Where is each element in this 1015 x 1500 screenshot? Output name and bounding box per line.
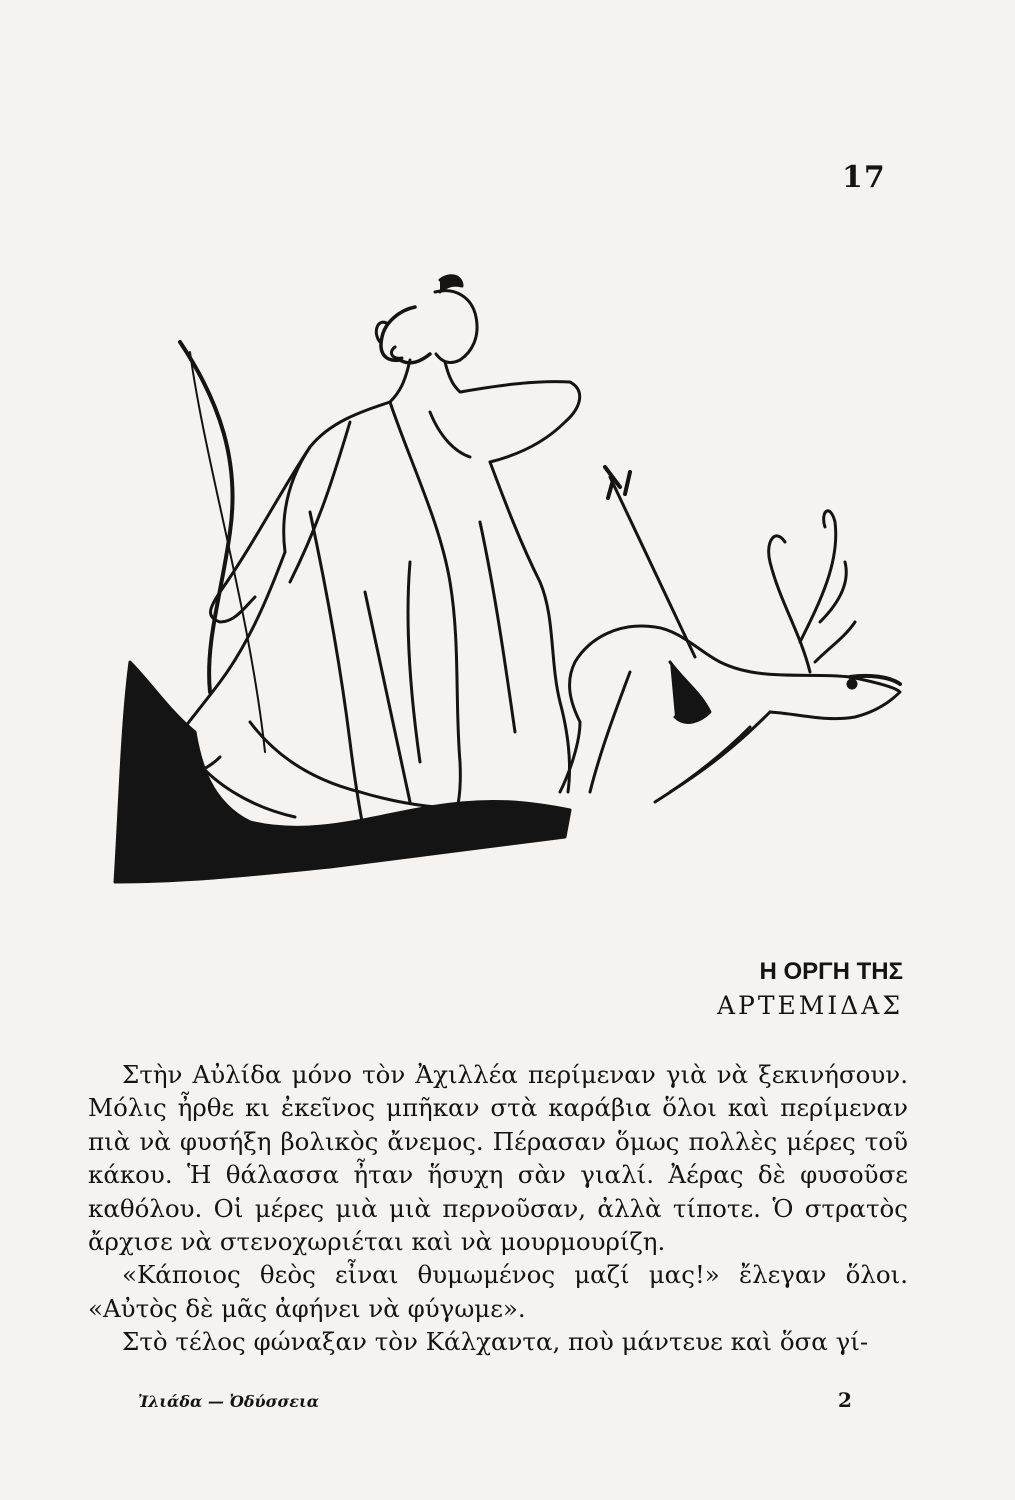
paragraph: «Κάποιος θεὸς εἶναι θυμωμένος μαζί μας!» ἔλεγαν ὅλοι. «Αὐτὸς δὲ μᾶς ἀφήνει νὰ φύγωμε».: [88, 1260, 908, 1323]
deer-antlers: [769, 536, 810, 672]
body-text: [88, 1058, 908, 1359]
bow: [180, 342, 233, 692]
artemis-head: [435, 291, 477, 363]
running-title: Ἰλιάδα — Ὀδύσσεια: [138, 1392, 320, 1411]
signature-mark: 2: [838, 1388, 852, 1412]
deer-body: [575, 626, 900, 719]
paragraph: Στὴν Αὐλίδα μόνο τὸν Ἀχιλλέα περίμεναν γιὰ νὰ ξεκινήσουν. Μόλις ἦρθε κι ἐκεῖνος μπῆκαν στὰ καράβια ὅλοι καὶ περίμεναν πιὰ νὰ φυσήξη βολικὸς ἄνεμος. Πέρασαν ὅμως πολλὲς μέρες τοῦ κάκου. Ἡ θάλασσα ἦταν ἥσυχη σὰν γιαλί. Ἀέρας δὲ φυσοῦσε καθόλου. Οἱ μέρες μιὰ μιὰ περνοῦσαν, ἀλλὰ τίποτε. Ὁ στρατὸς ἄρχισε νὰ στενοχωριέται καὶ νὰ μουρμουρίζη.: [88, 1060, 908, 1257]
chapter-title: [717, 955, 903, 1023]
chapter-title-line2: ΑΡΤΕΜΙΔΑΣ: [716, 991, 903, 1020]
page-number: 17: [842, 160, 886, 195]
paragraph: Στὸ τέλος φώναξαν τὸν Κάλχαντα, ποὺ μάντευε καὶ ὅσα γί-: [122, 1327, 869, 1357]
artemis-hunting-deer-illustration: [110, 262, 910, 892]
arrow: [610, 477, 695, 657]
chapter-title-line1: Η ΟΡΓΗ ΤΗΣ: [759, 958, 903, 985]
